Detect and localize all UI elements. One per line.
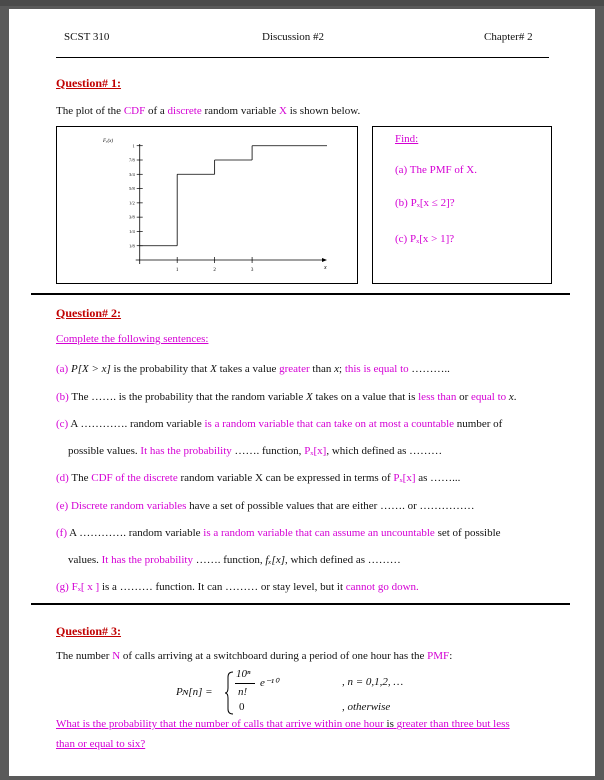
pmf-exponential: e⁻¹⁰ <box>260 677 279 689</box>
find-item-b: (b) Pₓ[x ≤ 2]? <box>395 197 455 209</box>
header-discussion: Discussion #2 <box>262 31 325 43</box>
pmf-condition-1: , n = 0,1,2, … <box>342 676 404 688</box>
chart-x-tick-label: 2 <box>213 268 216 273</box>
chart-x-arrow <box>322 258 327 262</box>
sentence-b: (b) The ……. is the probability that the random variable X takes on a value that is less than or equal to x. <box>56 391 517 403</box>
sentence-c-line1: (c) A …………. random variable is a random variable that can take on at most a countable number of <box>56 418 503 430</box>
window-top-strip <box>0 0 604 6</box>
chart-y-tick-label: 1 <box>132 143 135 149</box>
question-2-instructions: Complete the following sentences: <box>56 333 209 345</box>
sentence-e: (e) Discrete random variables have a set of possible values that are either ……. or …………… <box>56 500 475 512</box>
chart-y-tick-label: 1/8 <box>128 243 135 249</box>
chart-x-label: x <box>324 265 327 271</box>
cdf-chart-frame <box>56 126 358 284</box>
pmf-zero: 0 <box>239 701 245 713</box>
find-box <box>372 126 552 284</box>
question-1-intro: The plot of the CDF of a discrete random variable X is shown below. <box>56 105 361 117</box>
sentence-c-line2: possible values. It has the probability ……. function, Pₓ[x], which defined as ……… <box>68 445 443 457</box>
section-separator-1 <box>31 293 570 295</box>
question-3-title: Question# 3: <box>56 624 122 638</box>
chart-y-tick-label: 1/2 <box>128 200 135 206</box>
sentence-d: (d) The CDF of the discrete random variable X can be expressed in terms of Pₓ[x] as ……... <box>56 472 461 484</box>
pmf-brace <box>225 671 235 715</box>
find-item-a: (a) The PMF of X. <box>395 164 477 176</box>
pmf-condition-2: , otherwise <box>342 701 391 713</box>
pmf-lhs: Pɴ[n] = <box>176 686 213 698</box>
question-2-title: Question# 2: <box>56 306 122 320</box>
chart-y-label: Fₓ(x) <box>103 139 114 144</box>
header-chapter: Chapter# 2 <box>484 31 533 43</box>
sentence-f-line2: values. It has the probability ……. function, fₓ[x], which defined as ……… <box>68 554 401 566</box>
chart-y-tick-label: 3/8 <box>128 214 135 220</box>
pmf-fraction-bar <box>235 683 255 684</box>
find-title: Find: <box>395 133 419 145</box>
pmf-numerator: 10ⁿ <box>236 668 251 680</box>
sentence-g: (g) Fₓ[ x ] is a ……… function. It can ……… or stay level, but it cannot go down. <box>56 581 419 593</box>
chart-x-tick-label: 1 <box>175 268 179 273</box>
header-course: SCST 310 <box>64 31 110 43</box>
pmf-denominator: n! <box>238 686 248 698</box>
header-rule <box>56 57 549 58</box>
sentence-f-line1: (f) A …………. random variable is a random variable that can assume an uncountable set of possible <box>56 527 501 539</box>
section-separator-2 <box>31 603 570 605</box>
chart-y-tick-label: 5/8 <box>128 186 135 192</box>
sentence-a: (a) P[X > x] is the probability that X takes a value greater than x; this is equal to ……….. <box>56 363 450 375</box>
chart-y-tick-label: 3/4 <box>128 171 135 177</box>
question-3-prompt-line2: than or equal to six? <box>56 738 146 750</box>
chart-y-tick-label: 1/4 <box>128 229 135 235</box>
question-3-prompt-line1: What is the probability that the number of calls that arrive within one hour is greater than three but less <box>56 718 510 730</box>
question-1-title: Question# 1: <box>56 76 122 90</box>
find-item-c: (c) Pₓ[x > 1]? <box>395 233 455 245</box>
chart-x-tick-label: 3 <box>250 268 254 273</box>
question-3-intro: The number N of calls arriving at a switchboard during a period of one hour has the PMF: <box>56 650 453 662</box>
chart-y-tick-label: 7/8 <box>128 157 135 163</box>
cdf-step-chart <box>57 127 357 283</box>
